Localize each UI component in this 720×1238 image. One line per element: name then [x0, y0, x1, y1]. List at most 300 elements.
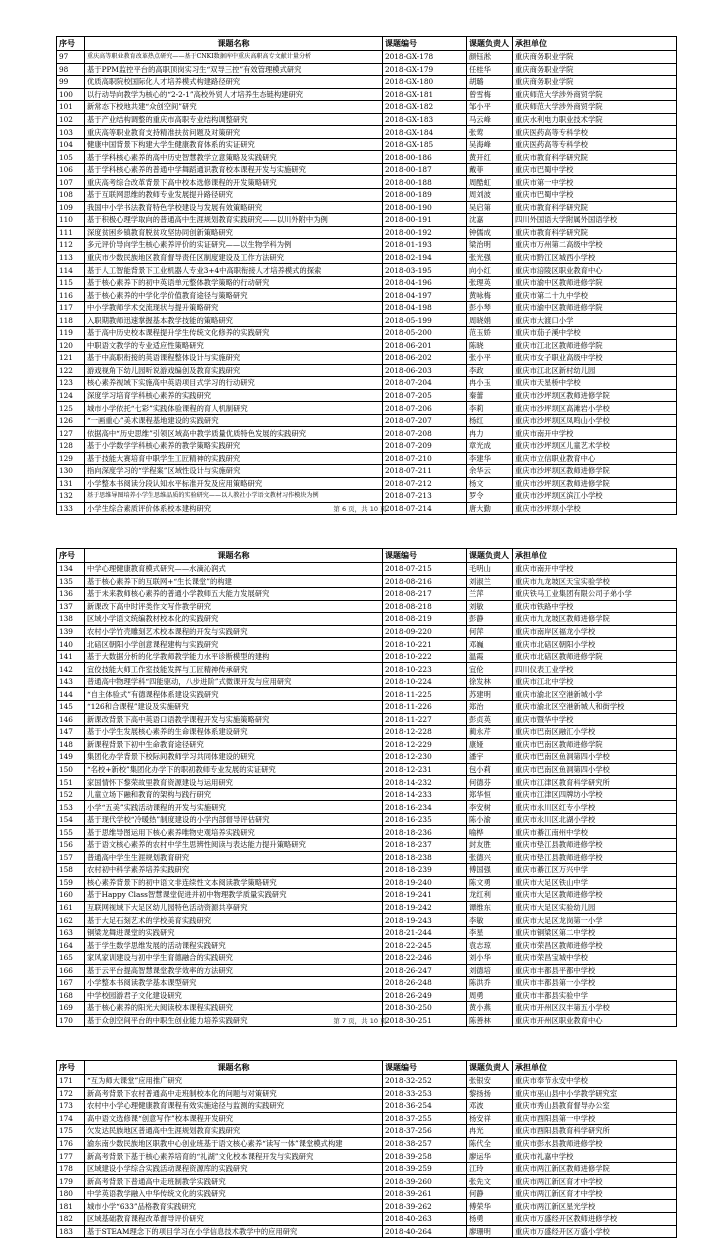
- cell-leader: 任桂华: [467, 63, 513, 76]
- cell-title: 区域小学语文统编教材校本化的实践研究: [85, 613, 383, 626]
- cell-leader: 廖珊明: [467, 1225, 513, 1238]
- cell-unit: 重庆市渝北区空港新城人和街学校: [513, 701, 677, 714]
- cell-code: 2018-00-188: [383, 176, 467, 189]
- cell-title: 农村小学竹壳雕刻艺术校本课程的开发与实践研究: [85, 625, 383, 638]
- cell-leader: 廖运华: [467, 1150, 513, 1163]
- table-row: [57, 738, 677, 751]
- cell-index: 174: [57, 1112, 85, 1125]
- cell-index: 163: [57, 926, 85, 939]
- cell-index: 159: [57, 876, 85, 889]
- cell-title: 中学心理健康教育模式研究——水滴沁润式: [85, 563, 383, 576]
- table-row: [57, 663, 677, 676]
- cell-title: 基于Happy Class智慧课堂促进并初中物理教学质量实践研究: [85, 889, 383, 902]
- cell-unit: 重庆市綦江南州中学校: [513, 826, 677, 839]
- cell-code: 2018-07-205: [383, 389, 467, 402]
- cell-leader: 彭小琴: [467, 301, 513, 314]
- cell-title: 互联网视域下大足区幼儿园特色活动资源共享研究: [85, 901, 383, 914]
- cell-code: 2018-01-193: [383, 239, 467, 252]
- cell-leader: 胡璐: [467, 76, 513, 89]
- cell-code: 2018-16-234: [383, 801, 467, 814]
- cell-unit: 重庆市两江新区教师进修学院: [513, 1162, 677, 1175]
- cell-leader: 秦蕾: [467, 389, 513, 402]
- cell-leader: 兰萍: [467, 588, 513, 601]
- cell-unit: 重庆商务职业学院: [513, 51, 677, 64]
- cell-index: 136: [57, 588, 85, 601]
- cell-unit: 重庆市江津区四牌坊小学校: [513, 788, 677, 801]
- cell-unit: 重庆市大足区龙岗第一小学: [513, 914, 677, 927]
- cell-title: 高中语文选修课“创意写作”校本课程开发研究: [85, 1112, 383, 1125]
- cell-index: 155: [57, 826, 85, 839]
- cell-code: 2018-GX-184: [383, 126, 467, 139]
- table-row: [57, 239, 677, 252]
- cell-code: 2018-21-244: [383, 926, 467, 939]
- cell-title: 重庆高等职业教育支持精准扶贫问题及对策研究: [85, 126, 383, 139]
- cell-index: 149: [57, 751, 85, 764]
- cell-title: 基于大数据分析的化学教师教学能力水平诊断模型的建构: [85, 650, 383, 663]
- cell-unit: 重庆商务职业学院: [513, 76, 677, 89]
- header-index: 序号: [57, 37, 85, 51]
- table-row: [57, 364, 677, 377]
- cell-unit: 重庆市两江新区育才中学校: [513, 1187, 677, 1200]
- table-row: [57, 1137, 677, 1150]
- table-row: [57, 1175, 677, 1188]
- table-row: [57, 713, 677, 726]
- header-unit: 承担单位: [513, 37, 677, 51]
- header-code: 课题编号: [383, 549, 467, 563]
- cell-index: 122: [57, 364, 85, 377]
- cell-index: 123: [57, 377, 85, 390]
- cell-code: 2018-39-261: [383, 1187, 467, 1200]
- cell-index: 137: [57, 600, 85, 613]
- cell-leader: 何萍: [467, 625, 513, 638]
- cell-title: 新高考背景下基于核心素养培育的“礼湖”文化校本课程开发与实践研究: [85, 1150, 383, 1163]
- cell-unit: 重庆市巴南区教师进修学院: [513, 738, 677, 751]
- cell-title: 城市小学“633”品格教育实践研究: [85, 1200, 383, 1213]
- cell-index: 142: [57, 663, 85, 676]
- cell-leader: 章光成: [467, 439, 513, 452]
- table-row: [57, 951, 677, 964]
- cell-unit: 重庆市酉阳县教育科学研究所: [513, 1125, 677, 1138]
- cell-unit: 重庆市万盛经开区万盛小学校: [513, 1225, 677, 1238]
- cell-leader: 吴海峰: [467, 138, 513, 151]
- cell-leader: 李建华: [467, 452, 513, 465]
- cell-code: 2018-22-245: [383, 939, 467, 952]
- cell-index: 178: [57, 1162, 85, 1175]
- table-row: [57, 352, 677, 365]
- table-row: [57, 1162, 677, 1175]
- cell-unit: 重庆市江北中学校: [513, 675, 677, 688]
- cell-code: 2018-GX-180: [383, 76, 467, 89]
- header-title: 课题名称: [85, 549, 383, 563]
- cell-index: 98: [57, 63, 85, 76]
- table-row: [57, 163, 677, 176]
- cell-unit: 四川仪表工业学校: [513, 663, 677, 676]
- cell-title: 基于产业结构调整的重庆市高职专业结构调整研究: [85, 113, 383, 126]
- cell-index: 156: [57, 839, 85, 852]
- cell-index: 180: [57, 1187, 85, 1200]
- table-row: [57, 889, 677, 902]
- cell-index: 171: [57, 1075, 85, 1088]
- cell-code: 2018-06-203: [383, 364, 467, 377]
- header-index: 序号: [57, 1061, 85, 1075]
- cell-leader: 陈小渝: [467, 813, 513, 826]
- cell-code: 2018-39-258: [383, 1150, 467, 1163]
- cell-unit: 重庆市荣昌区教师进修学校: [513, 939, 677, 952]
- cell-index: 175: [57, 1125, 85, 1138]
- cell-code: 2018-16-235: [383, 813, 467, 826]
- cell-unit: 重庆市万州第二高级中学校: [513, 239, 677, 252]
- cell-leader: 张光强: [467, 251, 513, 264]
- cell-unit: 重庆市垫江县教师进修学校: [513, 851, 677, 864]
- cell-title: “互为师大课堂”应用推广研究: [85, 1075, 383, 1088]
- table-row: [57, 926, 677, 939]
- cell-code: 2018-36-254: [383, 1100, 467, 1113]
- cell-code: 2018-19-241: [383, 889, 467, 902]
- cell-unit: 重庆市奉节永安中学校: [513, 1075, 677, 1088]
- table-row: [57, 452, 677, 465]
- cell-leader: 傅荣华: [467, 1200, 513, 1213]
- cell-leader: 周晓娟: [467, 314, 513, 327]
- cell-index: 158: [57, 864, 85, 877]
- cell-title: 基于现代学校“冷暖热”制度建设的小学内部督导评估研究: [85, 813, 383, 826]
- cell-unit: 重庆市沙坪坝区高滩岩小学校: [513, 402, 677, 415]
- table-row: [57, 1213, 677, 1226]
- cell-code: 2018-GX-182: [383, 101, 467, 114]
- cell-code: 2018-00-187: [383, 163, 467, 176]
- cell-title: 基于众创空间平台的中职生创业能力培养实践研究: [85, 1014, 383, 1027]
- cell-code: 2018-04-197: [383, 289, 467, 302]
- cell-leader: 龙红利: [467, 889, 513, 902]
- table-row: [57, 813, 677, 826]
- cell-title: 多元评价导向学生核心素养评价的实证研究——以生物学科为例: [85, 239, 383, 252]
- cell-code: 2018-12-231: [383, 763, 467, 776]
- cell-index: 151: [57, 776, 85, 789]
- page-footer: 第 6 页，共 10 页: [333, 505, 387, 513]
- cell-index: 168: [57, 989, 85, 1002]
- cell-leader: 温霞: [467, 650, 513, 663]
- cell-code: 2018-00-189: [383, 189, 467, 202]
- cell-code: 2018-07-208: [383, 427, 467, 440]
- table-row: [57, 650, 677, 663]
- cell-index: 160: [57, 889, 85, 902]
- table-row: [57, 176, 677, 189]
- cell-leader: 杨勇: [467, 1213, 513, 1226]
- table-row: [57, 613, 677, 626]
- table-row: [57, 477, 677, 490]
- cell-title: 以行动导向教学为核心的“2-2-1”高校外贸人才培养生态链构建研究: [85, 88, 383, 101]
- cell-code: 2018-07-211: [383, 465, 467, 478]
- cell-unit: 重庆市开州区汉丰第五小学校: [513, 1002, 677, 1015]
- cell-code: 2018-37-256: [383, 1125, 467, 1138]
- table-row: [57, 1225, 677, 1238]
- cell-title: 中学英语教学融入中华传统文化的实践研究: [85, 1187, 383, 1200]
- table-row: [57, 1125, 677, 1138]
- cell-unit: 重庆市教育科学研究院: [513, 151, 677, 164]
- cell-unit: 重庆市巴南区鱼洞第四小学校: [513, 763, 677, 776]
- cell-index: 164: [57, 939, 85, 952]
- table-row: [57, 977, 677, 990]
- cell-index: 147: [57, 726, 85, 739]
- cell-code: 2018-06-201: [383, 339, 467, 352]
- cell-index: 162: [57, 914, 85, 927]
- cell-unit: 重庆市永川区北湖小学校: [513, 813, 677, 826]
- table-row: [57, 788, 677, 801]
- cell-index: 124: [57, 389, 85, 402]
- cell-code: 2018-07-213: [383, 490, 467, 503]
- cell-title: 小学“五美”实践活动课程的开发与实施研究: [85, 801, 383, 814]
- table-row: [57, 63, 677, 76]
- cell-unit: 重庆师范大学涉外商贸学院: [513, 101, 677, 114]
- table-row: [57, 138, 677, 151]
- cell-code: 2018-30-251: [383, 1014, 467, 1027]
- cell-code: 2018-08-218: [383, 600, 467, 613]
- cell-title: 小学生综合素质评价体系校本建构研究: [85, 502, 383, 515]
- cell-title: 中小学教师学术交流现状与提升策略研究: [85, 301, 383, 314]
- cell-leader: 邹小平: [467, 101, 513, 114]
- cell-code: 2018-33-253: [383, 1087, 467, 1100]
- cell-title: 重庆高考综合改革背景下高中校本选修课程的开发策略研究: [85, 176, 383, 189]
- cell-code: 2018-08-217: [383, 588, 467, 601]
- cell-title: 基于学科核心素养的高中历史智慧教学立意策略及实践研究: [85, 151, 383, 164]
- table-row: [57, 201, 677, 214]
- cell-index: 107: [57, 176, 85, 189]
- table-row: [57, 377, 677, 390]
- cell-code: 2018-GX-181: [383, 88, 467, 101]
- table-row: [57, 88, 677, 101]
- cell-index: 172: [57, 1087, 85, 1100]
- cell-unit: 重庆师范大学涉外商贸学院: [513, 88, 677, 101]
- cell-title: 家风家训建设与初中学生育德融合的实践研究: [85, 951, 383, 964]
- table-row: [57, 126, 677, 139]
- cell-code: 2018-11-227: [383, 713, 467, 726]
- cell-leader: 张莺: [467, 126, 513, 139]
- cell-code: 2018-10-222: [383, 650, 467, 663]
- cell-code: 2018-39-262: [383, 1200, 467, 1213]
- cell-code: 2018-07-212: [383, 477, 467, 490]
- cell-index: 144: [57, 688, 85, 701]
- cell-index: 133: [57, 502, 85, 515]
- header-code: 课题编号: [383, 37, 467, 51]
- cell-leader: 唐大勤: [467, 502, 513, 515]
- cell-title: 核心素养背景下的初中语文非连续性文本阅读教学策略研究: [85, 876, 383, 889]
- cell-leader: 李政: [467, 364, 513, 377]
- cell-index: 125: [57, 402, 85, 415]
- cell-leader: 黄开红: [467, 151, 513, 164]
- cell-title: 儿童立场下融和教育的架构与践行研究: [85, 788, 383, 801]
- cell-title: 基于云平台提高智慧课堂教学效率的方法研究: [85, 964, 383, 977]
- cell-title: 北碚区朝阳小学创意课程建构与实践研究: [85, 638, 383, 651]
- table-row: [57, 389, 677, 402]
- cell-code: 2018-02-194: [383, 251, 467, 264]
- table-row: [57, 289, 677, 302]
- cell-code: 2018-40-263: [383, 1213, 467, 1226]
- cell-unit: 重庆市巫山县中小学教学研究室: [513, 1087, 677, 1100]
- cell-leader: 张德兴: [467, 851, 513, 864]
- cell-leader: 黄小燕: [467, 1002, 513, 1015]
- cell-code: 2018-18-238: [383, 851, 467, 864]
- table-row: [57, 901, 677, 914]
- project-table: [56, 1060, 677, 1238]
- cell-index: 97: [57, 51, 85, 64]
- cell-title: 区域基础教育课程改革督导评价研究: [85, 1213, 383, 1226]
- cell-index: 152: [57, 788, 85, 801]
- cell-unit: 重庆市暨华中学校: [513, 713, 677, 726]
- cell-code: 2018-14-232: [383, 776, 467, 789]
- cell-leader: 潘宇: [467, 751, 513, 764]
- table-row: [57, 276, 677, 289]
- cell-title: 基于核心素养下的互联网+“生长课堂”的构建: [85, 575, 383, 588]
- header-title: 课题名称: [85, 1061, 383, 1075]
- cell-leader: 刘德培: [467, 964, 513, 977]
- header-unit: 承担单位: [513, 549, 677, 563]
- table-header-row: [57, 1061, 677, 1075]
- cell-leader: 向小红: [467, 264, 513, 277]
- cell-title: 普通高中学生生涯规划教育研究: [85, 851, 383, 864]
- table-header-row: [57, 37, 677, 51]
- table-row: [57, 914, 677, 927]
- cell-leader: 封友胜: [467, 839, 513, 852]
- cell-leader: 包小莉: [467, 763, 513, 776]
- cell-unit: 重庆市北碚区朝阳小学校: [513, 638, 677, 651]
- table-row: [57, 264, 677, 277]
- cell-index: 110: [57, 214, 85, 227]
- cell-index: 117: [57, 301, 85, 314]
- table-row: [57, 763, 677, 776]
- cell-index: 103: [57, 126, 85, 139]
- cell-index: 157: [57, 851, 85, 864]
- table-row: [57, 439, 677, 452]
- cell-title: 基于核心素养的中学化学价值教育途径与策略研究: [85, 289, 383, 302]
- cell-leader: 冉光: [467, 1125, 513, 1138]
- cell-index: 108: [57, 189, 85, 202]
- cell-leader: 杨文: [467, 477, 513, 490]
- cell-leader: 苏建明: [467, 688, 513, 701]
- cell-unit: 重庆市沙坪坝区教师进修学院: [513, 477, 677, 490]
- cell-code: 2018-05-199: [383, 314, 467, 327]
- cell-leader: 何德芬: [467, 776, 513, 789]
- cell-unit: 重庆市丰都县实验中学: [513, 989, 677, 1002]
- cell-leader: 江玲: [467, 1162, 513, 1175]
- header-leader: 课题负责人: [467, 1061, 513, 1075]
- cell-title: 基于思维导图运用下核心素养唯物史观培养实践研究: [85, 826, 383, 839]
- cell-index: 112: [57, 239, 85, 252]
- cell-leader: 张小平: [467, 352, 513, 365]
- table-row: [57, 939, 677, 952]
- cell-title: 深度贫困乡镇教育脱贫攻坚协同创新策略研究: [85, 226, 383, 239]
- table-row: [57, 402, 677, 415]
- cell-title: 新常态下校地共建“众创空间”研究: [85, 101, 383, 114]
- cell-title: 城市小学依托“七彩”实践体验课程的育人机制研究: [85, 402, 383, 415]
- cell-leader: 周刘波: [467, 189, 513, 202]
- cell-unit: 重庆市荣昌宝城中学校: [513, 951, 677, 964]
- cell-leader: 刘敏: [467, 600, 513, 613]
- cell-code: 2018-07-215: [383, 563, 467, 576]
- cell-title: 新课程背景下初中生命教育途径研究: [85, 738, 383, 751]
- cell-unit: 重庆市南开中学校: [513, 427, 677, 440]
- cell-index: 146: [57, 713, 85, 726]
- table-row: [57, 414, 677, 427]
- cell-code: 2018-32-252: [383, 1075, 467, 1088]
- cell-unit: 重庆市巴南区鱼洞第四小学校: [513, 751, 677, 764]
- header-leader: 课题负责人: [467, 549, 513, 563]
- cell-index: 135: [57, 575, 85, 588]
- cell-code: 2018-07-210: [383, 452, 467, 465]
- cell-leader: 戴菲: [467, 163, 513, 176]
- cell-title: 重庆市少数民族地区教育督导责任区制度建设及工作方法研究: [85, 251, 383, 264]
- cell-code: 2018-18-236: [383, 826, 467, 839]
- cell-unit: 重庆市大足区教师进修学校: [513, 889, 677, 902]
- table-row: [57, 575, 677, 588]
- cell-title: 基于大足石刻艺术的学校美育实践研究: [85, 914, 383, 927]
- cell-code: 2018-40-264: [383, 1225, 467, 1238]
- cell-title: 基于积极心理学取向的普通高中生涯规划教育实践研究——以川外附中为例: [85, 214, 383, 227]
- cell-index: 154: [57, 813, 85, 826]
- cell-index: 138: [57, 613, 85, 626]
- project-table: [56, 548, 677, 1027]
- cell-title: 基于小学数学学科核心素养的教学策略实践研究: [85, 439, 383, 452]
- cell-leader: 范玉娇: [467, 327, 513, 340]
- cell-code: 2018-GX-178: [383, 51, 467, 64]
- cell-index: 141: [57, 650, 85, 663]
- cell-index: 140: [57, 638, 85, 651]
- cell-title: 重庆高等职业教育改革热点研究——基于CNKI数据库中重庆高职高专文献计量分析: [85, 51, 383, 64]
- cell-leader: 何静: [467, 1187, 513, 1200]
- cell-code: 2018-08-219: [383, 613, 467, 626]
- cell-title: “自主体验式”有德课程体系建设实践研究: [85, 688, 383, 701]
- cell-leader: 刘小华: [467, 951, 513, 964]
- cell-leader: 李莉: [467, 402, 513, 415]
- cell-unit: 重庆市大足区铁山中学: [513, 876, 677, 889]
- cell-leader: 沈嘉: [467, 214, 513, 227]
- cell-leader: 刘淑兰: [467, 575, 513, 588]
- cell-title: 基于小学生发展核心素养的生命课程体系建设研究: [85, 726, 383, 739]
- cell-code: 2018-30-250: [383, 1002, 467, 1015]
- cell-title: 依据高中“历史思维”引领区域高中教学质量优质特色发展的实践研究: [85, 427, 383, 440]
- cell-title: 小学整本书阅读教学基本课型研究: [85, 977, 383, 990]
- cell-leader: 周勇: [467, 989, 513, 1002]
- table-row: [57, 864, 677, 877]
- cell-title: 新课改背景下高中英语口语教学课程开发与实施策略研究: [85, 713, 383, 726]
- cell-unit: 重庆市铜梁区第二中学校: [513, 926, 677, 939]
- cell-leader: 钟儒成: [467, 226, 513, 239]
- cell-unit: 重庆市沙坪坝小学校: [513, 502, 677, 515]
- cell-leader: 张银安: [467, 1075, 513, 1088]
- cell-code: 2018-GX-185: [383, 138, 467, 151]
- cell-leader: 马云峰: [467, 113, 513, 126]
- cell-unit: 重庆市大足区实验幼儿园: [513, 901, 677, 914]
- cell-index: 126: [57, 414, 85, 427]
- cell-unit: 重庆市渝中区教师进修学院: [513, 301, 677, 314]
- cell-index: 121: [57, 352, 85, 365]
- cell-title: 家国情怀下黎荣故里教育资源建设与运用研究: [85, 776, 383, 789]
- table-row: [57, 1200, 677, 1213]
- cell-title: 优质高职院校国际化人才培养模式构建路径研究: [85, 76, 383, 89]
- cell-index: 120: [57, 339, 85, 352]
- cell-index: 143: [57, 675, 85, 688]
- cell-code: 2018-18-237: [383, 839, 467, 852]
- table-header-row: [57, 549, 677, 563]
- cell-leader: 冉小玉: [467, 377, 513, 390]
- cell-code: 2018-19-242: [383, 901, 467, 914]
- cell-index: 100: [57, 88, 85, 101]
- table-row: [57, 1100, 677, 1113]
- cell-unit: 重庆市教育科学研究院: [513, 226, 677, 239]
- cell-unit: 重庆市涪陵区职业教育中心: [513, 264, 677, 277]
- cell-unit: 重庆市立信职业教育中心: [513, 452, 677, 465]
- cell-index: 99: [57, 76, 85, 89]
- cell-title: 普通高中物理学科“四能驱动，八步进阶”式微课开发与应用研究: [85, 675, 383, 688]
- cell-unit: 重庆市九龙坡区教师进修学院: [513, 613, 677, 626]
